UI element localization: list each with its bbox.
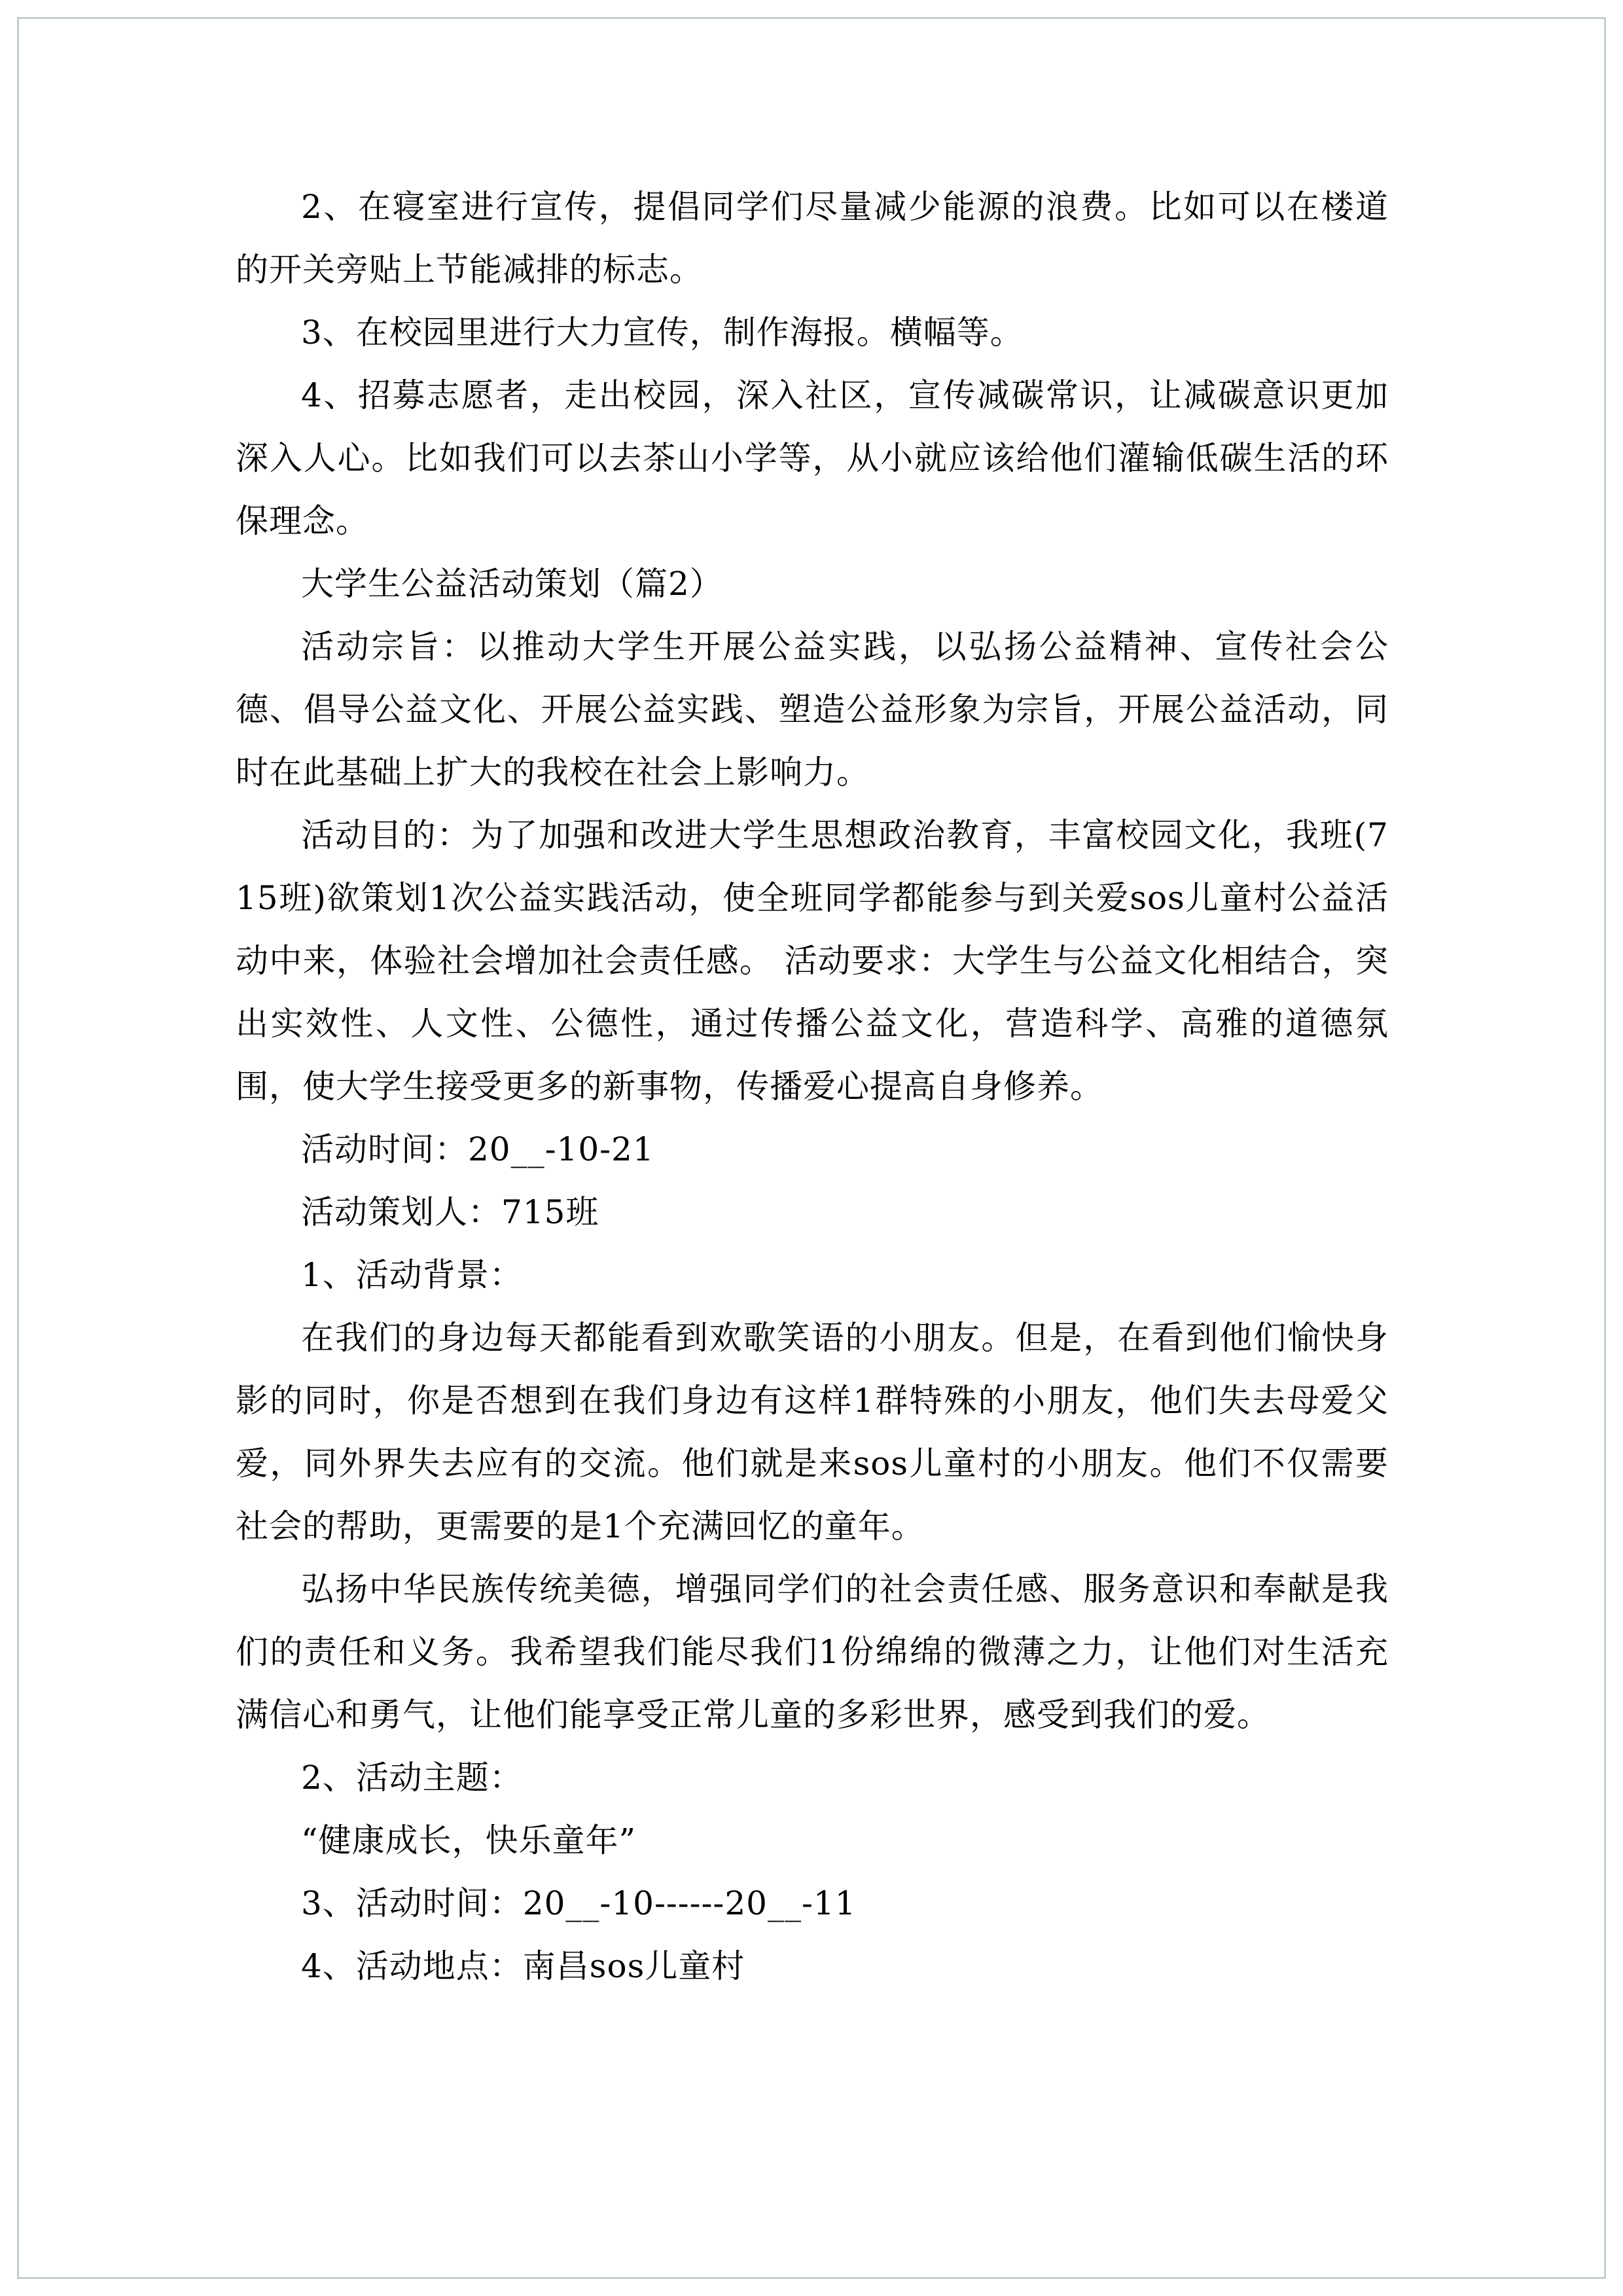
paragraph: 3、活动时间：20__-10------20__-11 [301,1884,857,1922]
paragraph: 4、招募志愿者，走出校园，深入社区，宣传减碳常识，让减碳意识更加深入人心。比如我们可以去茶山小学等，从小就应该给他们灌输低碳生活的环保理念。 [236,376,1389,540]
paragraph: 2、在寝室进行宣传，提倡同学们尽量减少能源的浪费。比如可以在楼道的开关旁贴上节能减排的标志。 [236,188,1389,289]
paragraph: 大学生公益活动策划（篇2） [301,565,723,603]
paragraph: 活动策划人：715班 [301,1193,599,1231]
paragraph: 活动宗旨：以推动大学生开展公益实践，以弘扬公益精神、宣传社会公德、倡导公益文化、开展公益实践、塑造公益形象为宗旨，开展公益活动，同时在此基础上扩大的我校在社会上影响力。 [236,628,1389,791]
paragraph: “健康成长，快乐童年” [301,1821,637,1859]
paragraph: 1、活动背景： [301,1256,523,1294]
paragraph: 活动时间：20__-10-21 [301,1130,654,1168]
paragraph: 3、在校园里进行大力宣传，制作海报。横幅等。 [301,314,1024,351]
paragraph: 活动目的：为了加强和改进大学生思想政治教育，丰富校园文化，我班(715班)欲策划1次公益实践活动，使全班同学都能参与到关爱sos儿童村公益活动中来，体验社会增加社会责任感。 活动要求：大学生与公益文化相结合，突出实效性、人文性、公德性，通过传播公益文化，营造科学、高雅的道德氛围，使大学生接受更多的新事物，传播爱心提高自身修养。 [236,816,1389,1105]
paragraph: 在我们的身边每天都能看到欢歌笑语的小朋友。但是，在看到他们愉快身影的同时，你是否想到在我们身边有这样1群特殊的小朋友，他们失去母爱父爱，同外界失去应有的交流。他们就是来sos儿童村的小朋友。他们不仅需要社会的帮助，更需要的是1个充满回忆的童年。 [236,1319,1389,1545]
document-body [236,175,1389,1998]
paragraph: 4、活动地点：南昌sos儿童村 [301,1947,745,1985]
paragraph: 弘扬中华民族传统美德，增强同学们的社会责任感、服务意识和奉献是我们的责任和义务。我希望我们能尽我们1份绵绵的微薄之力，让他们对生活充满信心和勇气，让他们能享受正常儿童的多彩世界，感受到我们的爱。 [236,1570,1389,1734]
paragraph: 2、活动主题： [301,1759,523,1797]
